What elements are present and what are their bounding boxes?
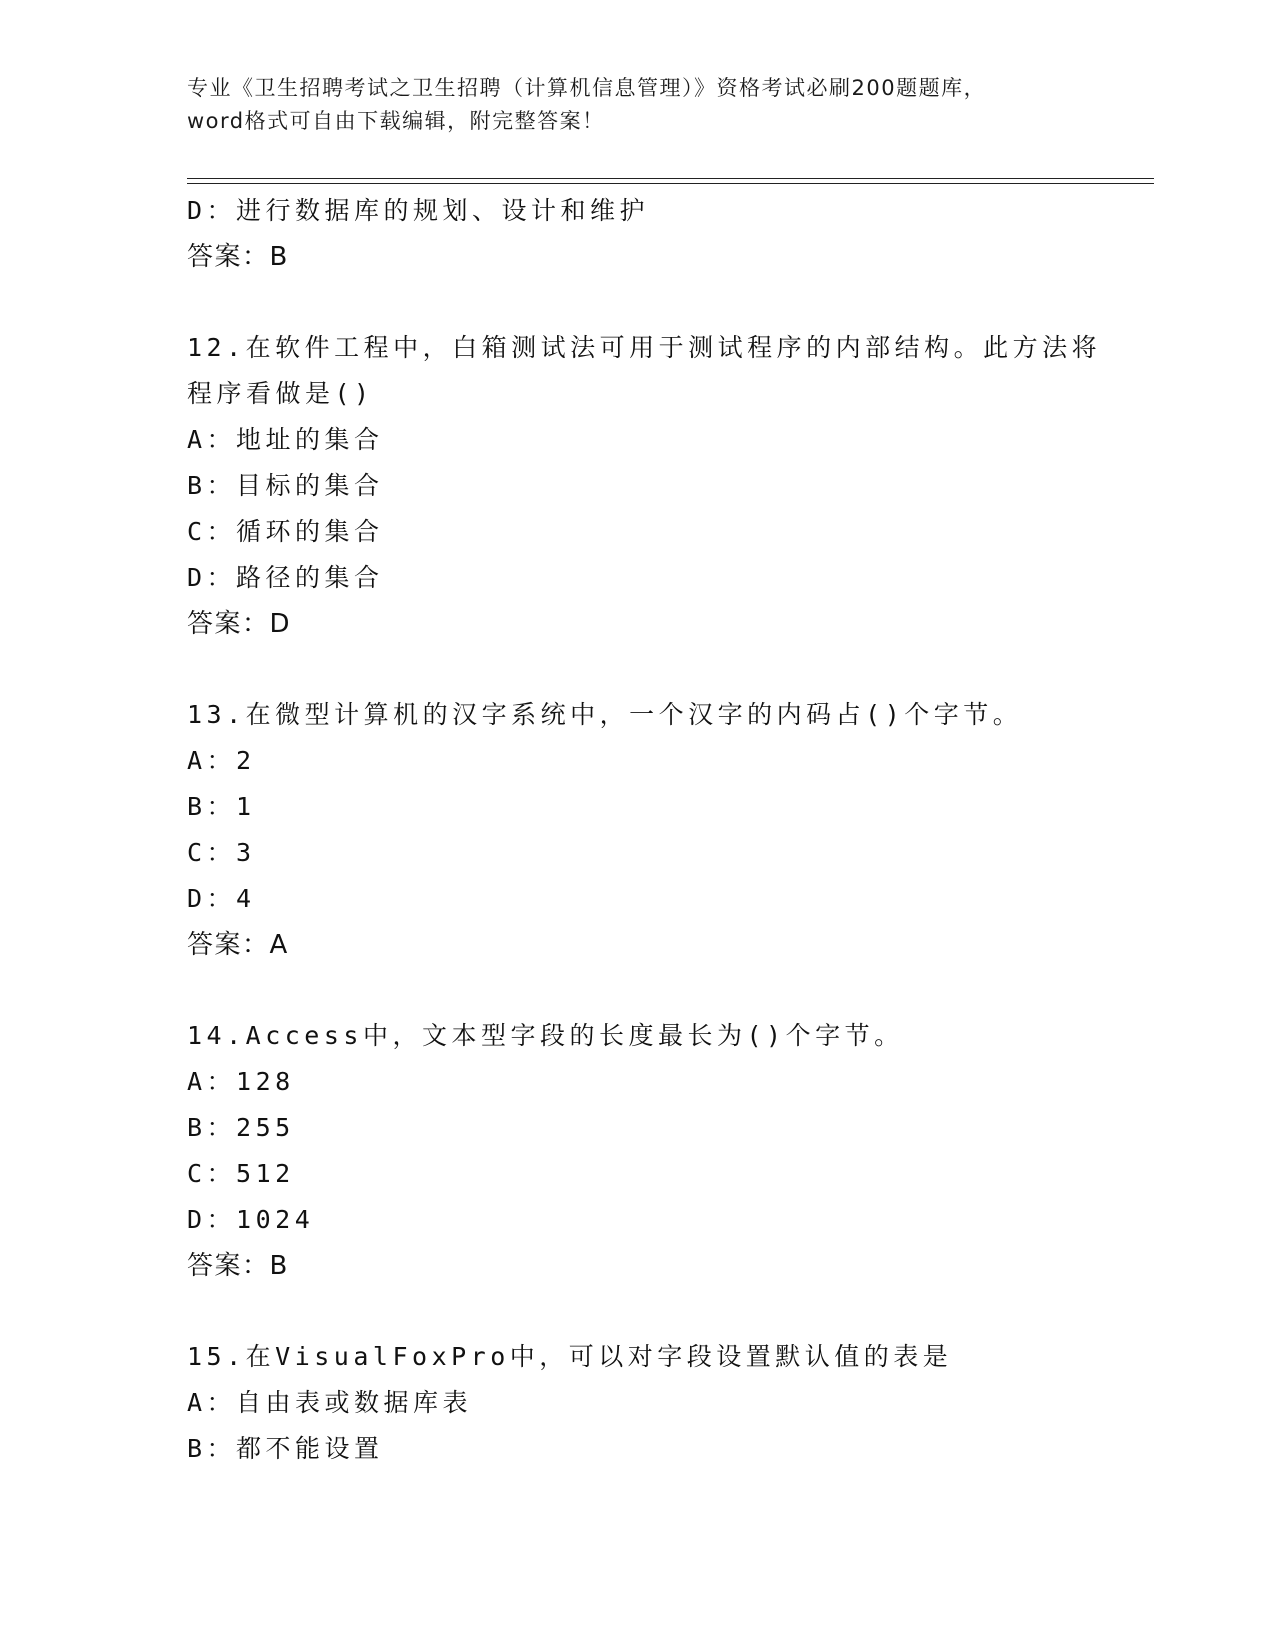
option-c: C：循环的集合	[187, 517, 384, 546]
question-text-continued: 程序看做是()	[187, 379, 374, 408]
document-header	[187, 72, 1087, 138]
header-divider-top	[187, 178, 1154, 179]
question-block-prev	[187, 188, 1137, 280]
question-text: 12.在软件工程中，白箱测试法可用于测试程序的内部结构。此方法将	[187, 333, 1102, 362]
option-d: D：进行数据库的规划、设计和维护	[187, 196, 650, 225]
answer-line: 答案：D	[187, 609, 292, 639]
question-block-13	[187, 692, 1137, 968]
option-b: B：1	[187, 792, 256, 821]
answer-line: 答案：B	[187, 242, 289, 272]
question-list	[187, 188, 1137, 1472]
question-text: 14.Access中，文本型字段的长度最长为()个字节。	[187, 1021, 904, 1050]
answer-line: 答案：B	[187, 1251, 289, 1281]
question-block-12	[187, 325, 1137, 647]
answer-line: 答案：A	[187, 930, 289, 960]
option-d: D：1024	[187, 1205, 315, 1234]
header-divider-bottom	[187, 183, 1154, 184]
question-text: 13.在微型计算机的汉字系统中，一个汉字的内码占()个字节。	[187, 700, 1023, 729]
option-d: D：4	[187, 884, 256, 913]
question-block-15	[187, 1334, 1137, 1472]
option-a: A：128	[187, 1067, 295, 1096]
option-b: B：都不能设置	[187, 1434, 384, 1463]
spacer	[187, 1289, 1137, 1334]
spacer	[187, 968, 1137, 1013]
header-line-2: word格式可自由下载编辑，附完整答案！	[187, 109, 605, 133]
option-a: A：地址的集合	[187, 425, 384, 454]
option-a: A：2	[187, 746, 256, 775]
question-block-14	[187, 1013, 1137, 1289]
option-c: C：512	[187, 1159, 295, 1188]
option-c: C：3	[187, 838, 256, 867]
option-d: D：路径的集合	[187, 563, 384, 592]
spacer	[187, 647, 1137, 692]
option-a: A：自由表或数据库表	[187, 1388, 473, 1417]
question-text: 15.在VisualFoxPro中，可以对字段设置默认值的表是	[187, 1342, 953, 1371]
option-b: B：目标的集合	[187, 471, 384, 500]
spacer	[187, 280, 1137, 325]
option-b: B：255	[187, 1113, 295, 1142]
header-line-1: 专业《卫生招聘考试之卫生招聘（计算机信息管理）》资格考试必刷200题题库，	[187, 76, 987, 100]
